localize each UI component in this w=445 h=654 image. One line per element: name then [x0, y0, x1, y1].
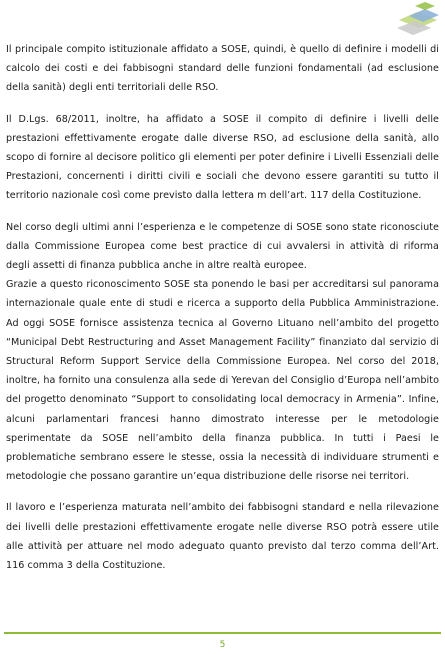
- page-number: 5: [219, 640, 226, 650]
- footer-divider: [4, 632, 441, 634]
- paragraph-compito-istituzionale: Il principale compito istituzionale affidato a SOSE, quindi, è quello di definire i modelli di calcolo dei costi e dei fabbisogni standard delle funzioni fondamentali (ad esclusione della sanità) degli enti territoriali delle RSO.: [6, 44, 439, 94]
- paragraph-commissione-europea: Nel corso degli ultimi anni l’esperienza e le competenze di SOSE sono state riconosciute dalla Commissione Europea come best practice di cui avvalersi in attività di riforma degli assetti di finanza pubblica anche in altre realtà europee.: [6, 221, 439, 272]
- body-text: [6, 40, 439, 587]
- paragraph-riconoscimento-internazionale: Grazie a questo riconoscimento SOSE sta ponendo le basi per accreditarsi sul panorama internazionale quale ente di studi e ricerca a supporto della Pubblica Amministrazione. Ad oggi SOSE fornisce assistenza tecnica al Governo Lituano nell’ambito del progetto “Municipal Debt Restructuring and Asset Management Facility” finanziato dal servizio di Structural Reform Support Service della Commissione Europea. Nel corso del 2018, inoltre, ha fornito una consulenza alla sede di Yerevan del Consiglio d’Europa nell’ambito del progetto denominato “Support to consolidating local democracy in Armenia”. Infine, alcuni parlamentari francesi hanno dimostrato interesse per le metodologie sperimentate da SOSE nell’ambito della finanza pubblica. In tutti i Paesi le problematiche sembrano essere le stesse, ossia la necessità di individuare strumenti e metodologie che possano garantire un’equa distribuzione delle risorse nei territori.: [6, 279, 439, 483]
- sose-logo-icon: [395, 2, 441, 36]
- paragraph-dlgs-68-2011: Il D.Lgs. 68/2011, inoltre, ha affidato a SOSE il compito di definire i livelli delle prestazioni effettivamente erogate dalle diverse RSO, ad esclusione della sanità, allo scopo di fornire al decisore politico gli elementi per poter definire i Livelli Essenziali delle Prestazioni, concernenti i diritti civili e sociali che devono essere garantiti su tutto il territorio nazionale così come previsto dalla lettera m dell’art. 117 della Costituzione.: [6, 113, 439, 202]
- paragraph-fabbisogni-standard: Il lavoro e l’esperienza maturata nell’ambito dei fabbisogni standard e nella rilevazione dei livelli delle prestazioni effettivamente erogate nelle diverse RSO potrà essere utile alle attività per attuare nel modo adeguato quanto previsto dal terzo comma dell’Art. 116 comma 3 della Costituzione.: [6, 502, 439, 572]
